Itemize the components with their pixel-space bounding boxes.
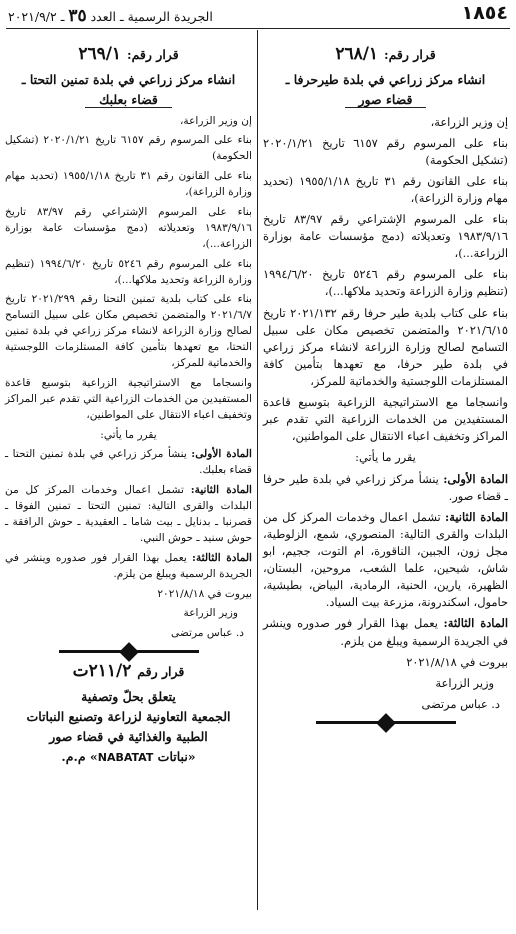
preamble-decree-5246: بناء على المرسوم رقم ٥٢٤٦ تاريخ ١٩٩٤/٦/٢٠ (تنظيم وزارة الزراعة وتحديد ملاكها...)، — [5, 257, 252, 286]
issue-number: ٣٥ — [68, 6, 87, 26]
article-2: المادة الثانية: تشمل اعمال وخدمات المركز كل من البلدات والقرى التالية: المنصوري، شمع، الزلوطية، مجل زون، الجبين، الناقورة، ام التوت، ججيم، ابو شاش، شيحين، علما الشعب، مروحين، البستان، الظهيرة، يارين، الحنية، الرمادية، البياض، بطيشية، حامول، اسكندرونة، مزرعة بيت السياد. — [263, 509, 508, 610]
decision-268-column — [263, 28, 508, 730]
running-title: الجريدة الرسمية ـ العدد — [90, 9, 213, 24]
preamble-decree-83-97: بناء على المرسوم الإشتراعي رقم ٨٣/٩٧ تاريخ ١٩٨٣/٩/١٦ وتعديلاته (دمج مؤسسات عامة بوزارة الزراعة...)، — [263, 212, 508, 261]
signatory-title: وزير الزراعة — [183, 607, 238, 620]
issue-date: ٢٠٢١/٩/٢ — [8, 9, 57, 24]
decision-number: ٢٦٩/١ — [78, 44, 122, 64]
article-3: المادة الثالثة: يعمل بهذا القرار فور صدوره وينشر في الجريدة الرسمية ويبلغ من يلزم. — [5, 551, 252, 580]
decision-title: انشاء مركز زراعي في بلدة طيرحرفا ـ قضاء صور — [285, 71, 486, 107]
decides-line: يقرر ما يأتي: — [355, 450, 416, 465]
section-divider — [263, 721, 508, 724]
signatory-title: وزير الزراعة — [435, 675, 494, 690]
decision-211-title: يتعلق بحلّ وتصفية الجمعية التعاونية لزراعة وتصنيع النباتات الطبية والغذائية في قضاء صور «نباتات NABATAT» م.م. — [5, 687, 252, 767]
decision-211-heading: قرار رقم ٢١١/٢ت — [72, 661, 185, 682]
preamble-strategy: وانسجاما مع الاستراتيجية الزراعية بتوسيع قاعدة المستفيدين من الخدمات الزراعية التي تقدم عبر المراكز وتخفيف اعباء الانتقال على المواطنين، — [5, 376, 252, 421]
decides-line: يقرر ما يأتي: — [100, 428, 157, 441]
signatory-name: د. عباس مرتضى — [171, 627, 244, 640]
date-line: بيروت في ٢٠٢١/٨/١٨ — [406, 654, 508, 669]
preamble-municipality-letter: بناء على كتاب بلدية تمنين التحتا رقم ٢٠٢١/٢٩٩ تاريخ ٢٠٢١/٦/٧ والمتضمن تخصيص مكان على سبيل التسامح لصالح وزارة الزراعة لانشاء مركز زراعي في بلدة تمنين التحتا، مع تعهدها بتأمين كافة المستلزمات اللوجستية والخدماتية للمركز، — [5, 293, 253, 369]
section-divider — [5, 650, 252, 653]
article-1: المادة الأولى: ينشأ مركز زراعي في بلدة تمنين التحتا ـ قضاء بعلبك. — [5, 448, 252, 477]
preamble-law-31: بناء على القانون رقم ٣١ تاريخ ١٩٥٥/١/١٨ (تحديد مهام وزارة الزراعة)، — [5, 170, 252, 199]
decision-title: انشاء مركز زراعي في بلدة تمنين التحتا ـ قضاء بعلبك — [21, 71, 236, 107]
preamble-law-31: بناء على القانون رقم ٣١ تاريخ ١٩٥٥/١/١٨ (تحديد مهام وزارة الزراعة)، — [263, 173, 509, 205]
column-divider — [257, 30, 258, 910]
running-head: الجريدة الرسمية ـ العدد ٣٥ ـ ٢٠٢١/٩/٢ — [8, 6, 213, 26]
preamble-strategy: وانسجاما مع الاستراتيجية الزراعية بتوسيع قاعدة المستفيدين من الخدمات الزراعية التي تقدم عبر المراكز وتخفيف اعباء الانتقال على المواطنين، — [263, 395, 508, 444]
preamble-municipality-letter: بناء على كتاب بلدية طير حرفا رقم ٢٠٢١/١٣٢ تاريخ ٢٠٢١/٦/١٥ والمتضمن تخصيص مكان على سبيل التسامح لصالح وزارة الزراعة لانشاء مركز زراعي في بلدة طير حرفا، مع تعهدها بتأمين كافة المستلزمات اللوجستية والخدماتية للمركز، — [263, 305, 508, 389]
article-1: المادة الأولى: ينشأ مركز زراعي في بلدة طير حرفا ـ قضاء صور. — [263, 471, 508, 503]
preamble-decree-6157: بناء على المرسوم رقم ٦١٥٧ تاريخ ٢٠٢٠/١/٢١ (تشكيل الحكومة) — [263, 135, 509, 167]
page-header — [6, 2, 510, 29]
decision-number-heading: قرار رقم: ٢٦٨/١ — [335, 44, 436, 64]
signatory-name: د. عباس مرتضى — [421, 696, 500, 711]
article-3: المادة الثالثة: يعمل بهذا القرار فور صدوره وينشر في الجريدة الرسمية ويبلغ من يلزم. — [263, 616, 508, 648]
page-number: ١٨٥٤ — [461, 2, 508, 24]
decision-269-column — [5, 28, 252, 771]
date-line: بيروت في ٢٠٢١/٨/١٨ — [157, 587, 252, 600]
decision-number: ٢٦٨/١ — [335, 44, 379, 64]
preamble-minister: إن وزير الزراعة، — [180, 114, 252, 127]
preamble-decree-5246: بناء على المرسوم رقم ٥٢٤٦ تاريخ ١٩٩٤/٦/٢٠ (تنظيم وزارة الزراعة وتحديد ملاكها...)، — [263, 267, 509, 299]
preamble-decree-6157: بناء على المرسوم رقم ٦١٥٧ تاريخ ٢٠٢٠/١/٢١ (تشكيل الحكومة) — [5, 134, 252, 163]
decision-number-heading: قرار رقم: ٢٦٩/١ — [78, 44, 179, 64]
cooperative-name: «نباتات NABATAT» م.م. — [61, 748, 196, 764]
preamble-decree-83-97: بناء على المرسوم الإشتراعي رقم ٨٣/٩٧ تاريخ ١٩٨٣/٩/١٦ وتعديلاته (دمج مؤسسات عامة بوزارة الزراعة...)، — [5, 205, 252, 250]
preamble-minister: إن وزير الزراعة، — [430, 114, 508, 129]
article-2: المادة الثانية: تشمل اعمال وخدمات المركز كل من البلدات والقرى التالية: تمنين التحتا ـ تمنين الفوقا ـ قصرنبا ـ بدنايل ـ بيت شاما ـ العقيدية ـ حوش الرافقة ـ حوش سنيد ـ حوش النبي. — [5, 484, 253, 544]
decision-211-number: ٢١١/٢ت — [72, 661, 132, 682]
